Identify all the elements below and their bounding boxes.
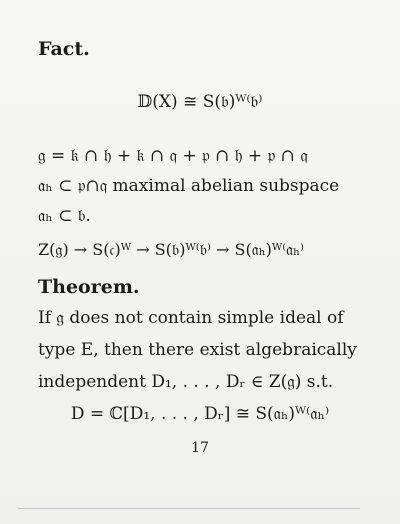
equation-D: D = ℂ[D₁, . . . , Dᵣ] ≅ S(𝔞ₕ)ᵂ⁽𝔞ₕ⁾ bbox=[70, 404, 330, 424]
theorem-line-2: type E, then there exist algebraically bbox=[38, 340, 357, 360]
fact-heading: Fact. bbox=[38, 38, 90, 60]
page-number: 17 bbox=[191, 440, 209, 456]
equation-dx: 𝔻(X) ≅ S(𝔟)ᵂ⁽𝔟⁾ bbox=[137, 92, 263, 112]
theorem-line-3: independent D₁, . . . , Dᵣ ∈ Z(𝔤) s.t. bbox=[38, 372, 334, 392]
line-aq-subset-b: 𝔞ₕ ⊂ 𝔟. bbox=[38, 206, 91, 226]
theorem-heading: Theorem. bbox=[38, 276, 140, 298]
equation-chain: Z(𝔤) → S(𝔠)ᵂ → S(𝔟)ᵂ⁽𝔟⁾ → S(𝔞ₕ)ᵂ⁽𝔞ₕ⁾ bbox=[38, 240, 304, 259]
theorem-line-1: If 𝔤 does not contain simple ideal of bbox=[38, 308, 344, 328]
bottom-rule bbox=[18, 508, 360, 509]
line-aq-maximal-abelian: 𝔞ₕ ⊂ 𝔭∩𝔮 maximal abelian subspace bbox=[38, 176, 340, 196]
equation-g-decomposition: 𝔤 = 𝔨 ∩ 𝔥 + 𝔨 ∩ 𝔮 + 𝔭 ∩ 𝔥 + 𝔭 ∩ 𝔮 bbox=[38, 146, 308, 166]
